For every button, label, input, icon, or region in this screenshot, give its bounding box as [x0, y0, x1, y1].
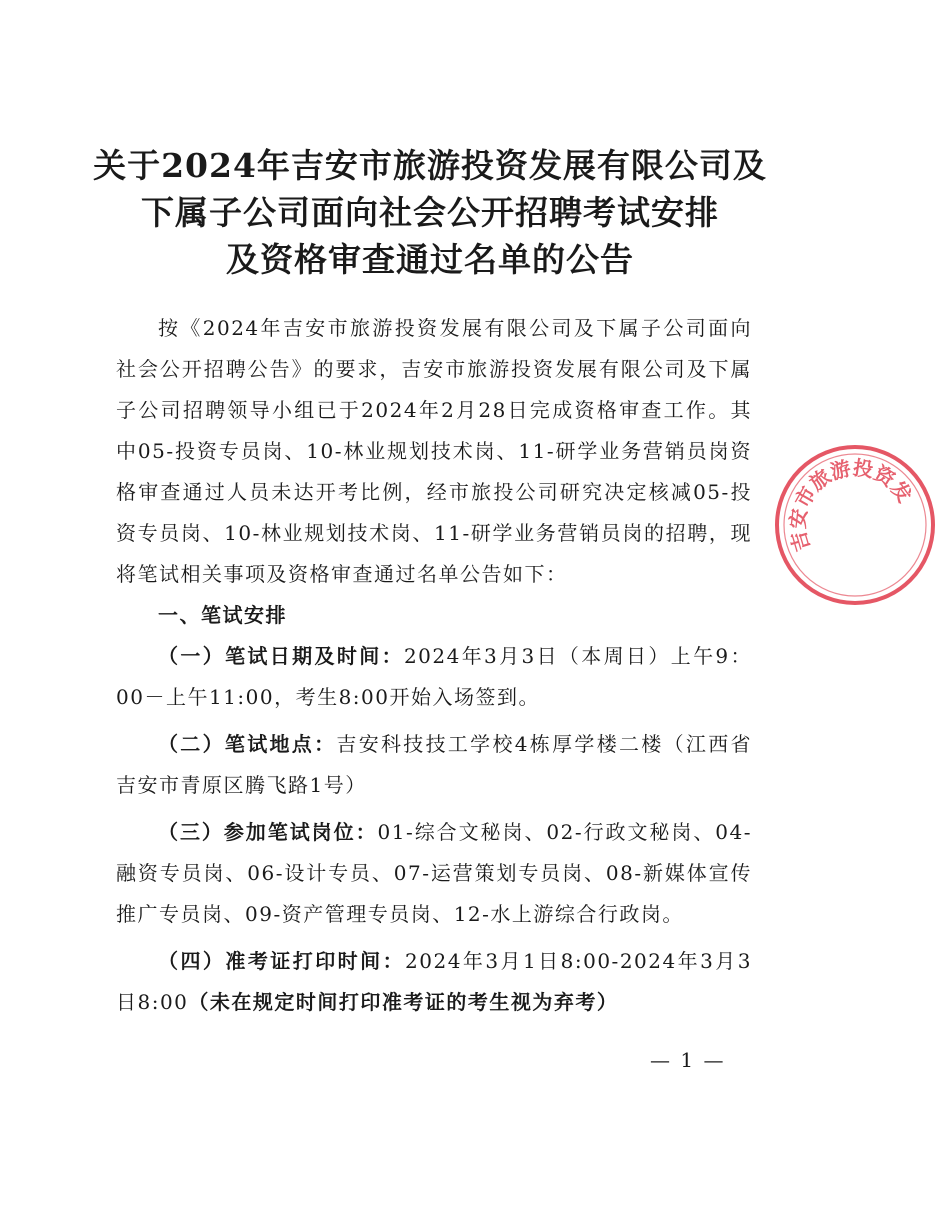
title-line-1: 关于2024年吉安市旅游投资发展有限公司及: [93, 146, 767, 185]
section-heading-exam-arrangement: 一、笔试安排: [158, 603, 287, 627]
item-text: 2024年3月3日（本周日）上午9：00－上午11:00，考生8:00开始入场签到。: [116, 644, 753, 709]
title-line-3: 及资格审查通过名单的公告: [226, 240, 634, 279]
page-title: [90, 146, 770, 280]
item-exam-time: [116, 636, 752, 718]
seal-text-path: 吉安市旅游投资发展: [785, 455, 917, 555]
item-text: 吉安科技技工学校4栋厚学楼二楼（江西省吉安市青原区腾飞路1号）: [116, 732, 752, 797]
page-number: — 1 —: [650, 1048, 726, 1072]
item-exam-positions: [116, 812, 752, 935]
item-text: 01-综合文秘岗、02-行政文秘岗、04-融资专员岗、06-设计专员、07-运营策划专员岗、08-新媒体宣传推广专员岗、09-资产管理专员岗、12-水上游综合行政岗。: [116, 820, 752, 926]
item-exam-location: [116, 724, 752, 806]
item-label: （三）参加笔试岗位：: [158, 820, 378, 844]
title-line-2: 下属子公司面向社会公开招聘考试安排: [141, 193, 719, 232]
item-label: （二）笔试地点：: [158, 732, 337, 756]
document-body: [116, 308, 752, 1023]
official-seal-stamp: [770, 440, 940, 610]
item-text: 2024年3月1日8:00-2024年3月3日8:00: [116, 949, 752, 1014]
item-note: （未在规定时间打印准考证的考生视为弃考）: [188, 990, 619, 1014]
item-label: （四）准考证打印时间：: [158, 949, 406, 973]
item-admission-ticket-print-time: [116, 941, 752, 1023]
item-label: （一）笔试日期及时间：: [158, 644, 404, 668]
intro-paragraph: 按《2024年吉安市旅游投资发展有限公司及下属子公司面向社会公开招聘公告》的要求，吉安市旅游投资发展有限公司及下属子公司招聘领导小组已于2024年2月28日完成资格审查工作。其中05-投资专员岗、10-林业规划技术岗、11-研学业务营销员岗资格审查通过人员未达开考比例，经市旅投公司研究决定核减05-投资专员岗、10-林业规划技术岗、11-研学业务营销员岗的招聘，现将笔试相关事项及资格审查通过名单公告如下：: [116, 316, 752, 586]
